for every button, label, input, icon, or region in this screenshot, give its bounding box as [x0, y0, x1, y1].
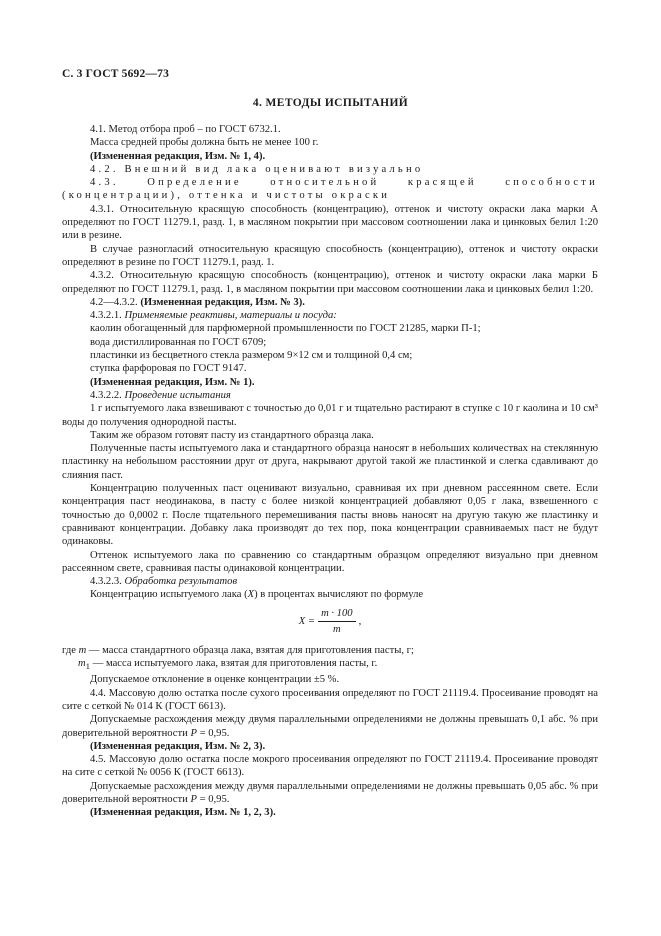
paragraph-4-4: 4.4. Массовую долю остатка после сухого просеивания определяют по ГОСТ 21119.4. Просеивание проводят на сите с сеткой № 014 К (ГОСТ 6613).	[62, 687, 598, 712]
amendment-note: (Измененная редакция, Изм. № 1, 2, 3).	[90, 807, 276, 819]
page-header: С. 3 ГОСТ 5692—73	[62, 68, 170, 80]
variable-m1: m	[78, 657, 86, 669]
formula-trail: ,	[358, 616, 362, 628]
paragraph-4-3-2: 4.3.2. Относительную красящую способность (концентрацию), оттенок и чистоту окраски лака марки Б определяют по ГОСТ 11279.1, разд. 1, в масляном покрытии при массовом соотношении лака и цинковых белил 1:20.	[62, 270, 598, 295]
clause-number: 4.3.2.3.	[90, 576, 122, 588]
text-run: ) в процентах вычисляют по формуле	[254, 589, 424, 601]
text-run: = 0,95.	[196, 727, 230, 739]
amendment-text: (Измененная редакция, Изм. № 3).	[140, 296, 305, 308]
variable-p: P	[190, 794, 197, 806]
where-m1	[62, 657, 598, 673]
list-item-kaolin: каолин обогащенный для парфюмерной промышленности по ГОСТ 21285, марки П-1;	[90, 323, 481, 335]
text-run: — масса испытуемого лака, взятая для приготовления пасты, г.	[90, 657, 378, 669]
paragraph-compare: Концентрацию полученных паст оценивают визуально, сравнивая их при дневном рассеянном свете. Если концентрация паст неодинакова, в пасту с более низкой концентрацией добавляют 0,05 г лака, взвешенного с точностью до 0,0002 г. После тщательного перемешивания пасты вновь наносят на другую такую же пластинку и сравнивают концентрации. Добавку лака производят до тех пор, пока концентрации сравниваемых паст не будут одинаковы.	[62, 483, 598, 548]
paragraph-shade: Оттенок испытуемого лака по сравнению со стандартным образцом определяют визуально при дневном рассеянном свете, сравнивая пасты одинаковой концентрации.	[62, 549, 598, 574]
formula-lhs: X =	[298, 616, 316, 628]
paragraph-4-5: 4.5. Массовую долю остатка после мокрого просеивания определяют по ГОСТ 21119.4. Просеивание проводят на сите с сеткой № 0056 К (ГОСТ 6613).	[62, 754, 598, 779]
list-item-water: вода дистиллированная по ГОСТ 6709;	[90, 336, 267, 348]
paragraph-4-3-2-1	[62, 309, 598, 322]
paragraph-4-3-2-3	[62, 575, 598, 588]
clause-heading: Проведение испытания	[124, 389, 231, 401]
variable-p: P	[190, 727, 197, 739]
list-item-glass-plates: пластинки из бесцветного стекла размером 9×12 см и толщиной 0,4 см;	[90, 350, 413, 362]
amendment-note: (Измененная редакция, Изм. № 1).	[90, 376, 255, 388]
text-run: где	[62, 644, 79, 656]
paragraph-sample-mass: Масса средней пробы должна быть не менее 100 г.	[90, 137, 319, 149]
text-run: Допускаемые расхождения между двумя параллельными определениями не должны превышать 0,1 абс. % при доверительной вероятности	[62, 714, 598, 739]
variable-x: X	[247, 589, 255, 601]
clause-heading: Обработка результатов	[124, 576, 238, 588]
where-m	[62, 644, 598, 657]
paragraph-4-3: 4.3. Определение относительной красящей способности (концентрации), оттенка и чистоты окраски	[62, 177, 598, 202]
amendment-note: (Измененная редакция, Изм. № 2, 3).	[90, 740, 266, 752]
paragraph-discrepancy-dry	[62, 713, 598, 740]
paragraph-4-1: 4.1. Метод отбора проб – по ГОСТ 6732.1.	[90, 124, 281, 135]
paragraph-4-2: 4.2. Внешний вид лака оценивают визуально	[90, 163, 424, 175]
variable-m: m	[78, 644, 87, 656]
paragraph-4-3-1: 4.3.1. Относительную красящую способность (концентрацию), оттенок и чистоту окраски лака марки А определяют по ГОСТ 11279.1, разд. 1, в масляном покрытии при массовом соотношении лака и цинковых белил 1:20 или в резине.	[62, 203, 598, 242]
clause-number: 4.3.2.1.	[90, 310, 122, 322]
text-run: = 0,95.	[196, 794, 230, 806]
concentration-formula	[62, 609, 598, 635]
clause-range: 4.2—4.3.2.	[90, 296, 138, 308]
formula-numerator: m · 100	[318, 607, 356, 622]
paragraph-4-3-2-2	[62, 389, 598, 402]
paragraph-tolerance: Допускаемое отклонение в оценке концентрации ±5 %.	[90, 674, 340, 686]
clause-number: 4.3.2.2.	[90, 389, 122, 401]
paragraph-discrepancy-wet	[62, 780, 598, 807]
subscript: 1	[85, 661, 91, 672]
document-body	[62, 123, 598, 820]
paragraph-standard-paste: Таким же образом готовят пасту из стандартного образца лака.	[90, 429, 374, 441]
paragraph-procedure: 1 г испытуемого лака взвешивают с точностью до 0,01 г и тщательно растирают в ступке с 10 г каолина и 10 см³ воды до получения однородной пасты.	[62, 403, 598, 428]
text-run: — масса стандартного образца лака, взятая для приготовления пасты, г;	[86, 644, 414, 656]
formula-fraction	[318, 607, 356, 637]
list-item-mortar: ступка фарфоровая по ГОСТ 9147.	[90, 363, 247, 375]
paragraph-formula-intro	[62, 588, 598, 601]
formula-denominator: m	[332, 624, 341, 636]
amendment-note: (Измененная редакция, Изм. № 1, 4).	[90, 150, 266, 162]
amendment-note	[62, 296, 598, 309]
paragraph-disagreement: В случае разногласий относительную красящую способность (концентрацию), оттенок и чистоту окраски определяют в резине по ГОСТ 11279.1, разд. 1.	[62, 243, 598, 268]
paragraph-apply-pastes: Полученные пасты испытуемого лака и стандартного образца наносят в небольших количествах на стеклянную пластинку на небольшом расстоянии друг от друга, накрывают другой такой же пластинкой и слегка сдавливают до слияния паст.	[62, 443, 598, 481]
section-title: 4. МЕТОДЫ ИСПЫТАНИЙ	[252, 97, 409, 109]
text-run: Допускаемые расхождения между двумя параллельными определениями не должны превышать 0,05 абс. % при доверительной вероятности	[62, 780, 598, 806]
text-run: Концентрацию испытуемого лака (	[90, 589, 248, 601]
clause-heading: Применяемые реактивы, материалы и посуда:	[124, 310, 337, 322]
